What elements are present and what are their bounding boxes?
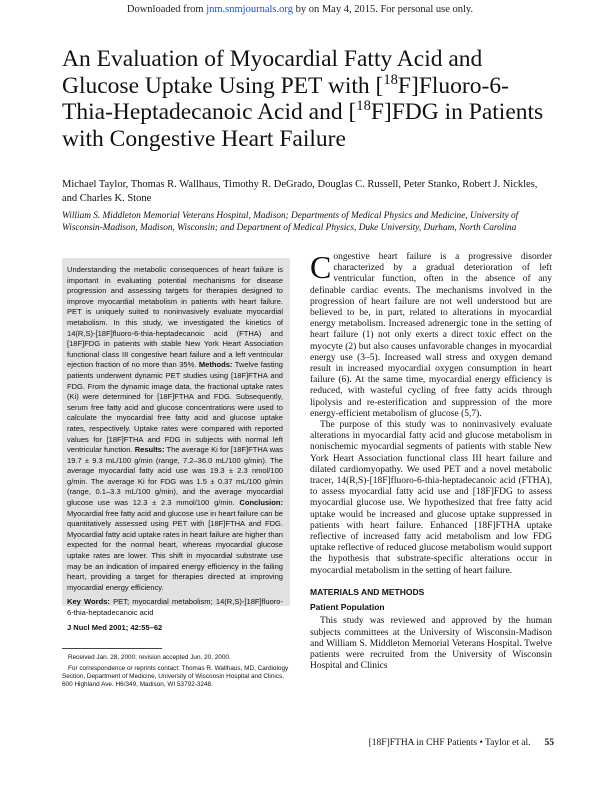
correspondence: For correspondence or reprints contact: Thomas R. Wallhaus, MD, Cardiology Section, Department of Medicine, University of Wisconsin Hospital and Clinics, 600 Highland Ave. H6/349, Madison, WI 53792-3248. (62, 665, 289, 688)
conclusion-label: Conclusion: (239, 498, 283, 508)
citation: J Nucl Med 2001; 42:55–62 (67, 622, 163, 632)
abstract-intro: Understanding the metabolic consequences of heart failure is important in evaluating potential mechanisms for disease progression and assessing targets for therapies designed to improve myocardial metabolism in patients with heart failure. PET is uniquely suited to noninvasively evaluate myocardial metabolism. In this study, we investigated the kinetics of 14(R,S)-[18F]fluoro-6-thia-heptadecanoic acid (FTHA) and [18F]FDG in patients with stable New York Heart Association functional class III congestive heart failure and a left ventricular ejection fraction of no more than 35%. (67, 265, 283, 370)
author-list: Michael Taylor, Thomas R. Wallhaus, Timothy R. DeGrado, Douglas C. Russell, Peter Stanko, Robert J. Nickles, and Charles K. Stone (62, 179, 538, 204)
abstract-methods: Twelve fasting patients underwent dynamic PET studies using [18F]FTHA and FDG. From the dynamic image data, the fractional uptake rates (Ki) were determined for [18F]FTHA and FDG. Subsequently, serum free fatty acid and glucose concentrations were used to calculate the myocardial free fatty acid and glucose uptake rates, respectively. Uptake rates were compared with reported values for [18F]FTHA and FDG in subjects with normal left ventricular function. (67, 360, 283, 455)
methods-paragraph-1: This study was reviewed and approved by the human subjects committees at the University of Wisconsin-Madison and William S. Middleton Memorial Veterans Hospital. Twelve patients were recruited from the University of Wisconsin Hospital and Clinics (310, 616, 552, 672)
intro-paragraph-1: Congestive heart failure is a progressive disorder characterized by a gradual deterioration of left ventricular function, often in the absence of any definable cardiac events. The mechanisms involved in the progression of heart failure are not well understood but are believed to be, in part, related to alterations in myocardial energy metabolism. Increased adrenergic tone in the setting of heart failure (1) not only exerts a direct toxic effect on the myocyte (2) but also causes unfavorable changes in myocardial energy use (3–5). Increased wall stress and oxygen demand result in increased myocardial oxygen consumption in heart failure (6). At the same time, myocardial energy efficiency is reduced, with wasteful cycling of free fatty acids through lipolysis and re-esterification and suppression of the more energy-efficient metabolism of glucose (5,7). (310, 249, 552, 419)
abstract (62, 265, 283, 633)
keywords: Key Words: PET; myocardial metabolism; 14(R,S)-[18F]fluoro-6-thia-heptadecanoic acid (67, 597, 283, 617)
download-notice: Downloaded from jnm.snmjournals.org by on May 4, 2015. For personal use only. (126, 4, 474, 15)
abstract-results: The average Ki for [18F]FTHA was 19.7 ± 9.3 mL/100 g/min (range, 7.2–36.0 mL/100 g/min). The average myocardial fatty acid use was 19.3 ± 2.3 nmol/100 g/min. The average Ki for FDG was 1.5 ± 0.37 mL/100 g/min (range, 0.1–3.3 mL/100 g/min), and the average myocardial glucose use was 12.3 ± 2.3 mmol/100 g/min. (67, 445, 283, 508)
article-title: An Evaluation of Myocardial Fatty Acid and Glucose Uptake Using PET with [$^{18}$F]Fluoro-6-Thia-Heptadecanoic Acid and [$^{18}$F]FDG in Patients with Congestive Heart Failure (62, 46, 544, 152)
section-heading: MATERIALS AND METHODS (310, 586, 425, 597)
subsection-heading: Patient Population (310, 602, 385, 613)
main-body (310, 249, 552, 672)
journal-link[interactable]: jnm.snmjournals.org (206, 4, 293, 15)
footnote-divider (62, 648, 162, 649)
received-date: Received Jan. 28, 2000; revision accepted Jun. 20, 2000. (68, 654, 231, 661)
results-label: Results: (134, 445, 165, 455)
page-number: 55 (544, 738, 554, 748)
drop-cap: C (310, 249, 332, 285)
running-footer (369, 738, 554, 748)
running-head: [18F]FTHA in CHF Patients • Taylor et al. (368, 738, 531, 748)
affiliations: William S. Middleton Memorial Veterans Hospital, Madison; Departments of Medical Physics and Medicine, University of Wisconsin-Madison, Madison, Wisconsin; and Department of Medical Physics, Duke University, Durham, North Carolina (62, 211, 519, 233)
methods-label: Methods: (198, 360, 233, 370)
intro-paragraph-2: The purpose of this study was to noninvasively evaluate alterations in myocardial fatty acid and glucose metabolism in nonischemic myocardial segments of patients with stable New York Heart Association functional class III heart failure and dilated cardiomyopathy. We used PET and a novel metabolic tracer, 14(R,S)-[18F]fluoro-6-thia-heptadecanoic acid (FTHA), to assess myocardial fatty acid use and [18F]FDG to assess myocardial glucose use. We hypothesized that free fatty acid uptake would be increased and glucose uptake suppressed in patients with heart failure. Enhanced [18F]FTHA uptake reflective of increased fatty acid metabolism and low FDG uptake reflective of reduced glucose metabolism would support the hypothesis that substrate-specific alterations occur in myocardial metabolism in the setting of heart failure. (310, 420, 552, 576)
abstract-conclusion: Myocardial free fatty acid and glucose use in heart failure can be quantitatively assessed using PET with [18F]FTHA and FDG. Myocardial fatty acid uptake rates in heart failure are higher than expected for the normal heart, whereas myocardial glucose uptake rates are lower. This shift in myocardial substrate use may be an indication of impaired energy efficiency in the failing heart, providing a target for therapies directed at improving myocardial energy efficiency. (67, 508, 283, 592)
footnotes (62, 654, 290, 692)
